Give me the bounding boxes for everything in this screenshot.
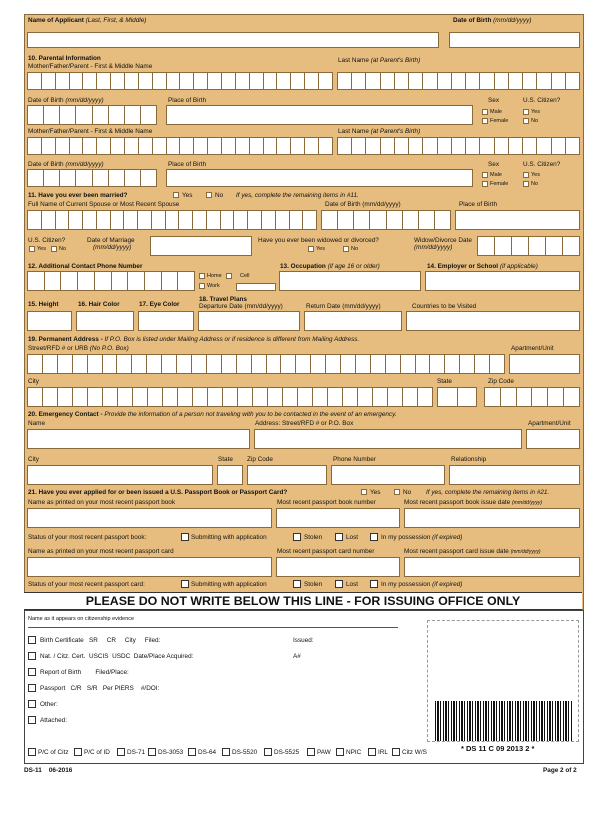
book-possession-checkbox[interactable] [370,533,378,541]
perm-zip-field[interactable] [484,387,580,407]
birth-cert-label: Birth Certificate SR CR City Filed: [40,637,161,644]
ds5525-label: DS-5525 [274,749,300,756]
parent1-citizen-no-checkbox[interactable] [523,118,529,124]
parent1-pob-field[interactable] [166,105,473,125]
spouse-dob-label: Date of Birth (mm/dd/yyyy) [325,201,401,208]
parent1-citizen-no-label: No [531,118,539,124]
countries-label: Countries to be Visited [412,303,477,310]
applicant-dob-field[interactable] [449,32,580,48]
perm-state-label: State [437,378,452,385]
book-possession-label: In my possession (if expired) [381,534,463,541]
em-address-field[interactable] [254,429,522,449]
widowed-no-label: No [351,246,359,252]
passport-no-checkbox[interactable] [394,489,400,495]
parent2-sex-label: Sex [488,161,500,168]
spouse-citizen-no-label: No [59,246,67,252]
ds71-label: DS-71 [127,749,146,756]
parent2-citizen-label: U.S. Citizen? [523,161,561,168]
dob-label: Date of Birth (mm/dd/yyyy) [453,17,532,24]
countries-field[interactable] [406,311,580,331]
perm-city-label: City [28,378,40,385]
em-apt-label: Apartment/Unit [528,420,571,427]
em-zip-label: Zip Code [247,456,273,463]
paw-checkbox[interactable] [307,748,315,756]
marriage-date-label: Date of Marriage (mm/dd/yyyy) [87,237,135,251]
widowed-label: Have you ever been widowed or divorced? [258,237,379,244]
book-date-field[interactable] [404,508,580,528]
parent2-female-checkbox[interactable] [482,181,488,187]
employer-label: 14. Employer or School (if applicable) [427,263,538,270]
evidence-name-line [28,627,398,628]
parent1-pob-label: Place of Birth [168,97,207,104]
parent1-female-label: Female [490,118,509,124]
citz-ws-label: Citz W/S [402,749,427,756]
attached-checkbox[interactable] [28,716,36,724]
parent1-male-label: Male [490,109,502,115]
eye-label: 17. Eye Color [139,301,180,308]
passport-note: If yes, complete the remaining items in #21. [426,489,550,496]
em-relationship-field[interactable] [449,465,580,485]
nat-cert-label: Nat. / Citz. Cert. USCIS USDC Date/Place Acquired: [40,653,194,660]
height-label: 15. Height [28,301,59,308]
street-label: Street/RFD # or URB (No P.O. Box) [28,345,129,352]
spouse-dob-field[interactable] [321,210,451,230]
spouse-name-label: Full Name of Current Spouse or Most Recent Spouse [28,201,180,208]
card-date-label: Most recent passport card issue date (mm/dd/yyyy) [404,548,541,555]
phone-home-label: Home [207,273,222,279]
parent1-male-checkbox[interactable] [482,109,488,115]
irl-label: IRL [378,749,388,756]
married-yes-label: Yes [182,192,193,199]
parent1-first-label: Mother/Father/Parent - First & Middle Name [28,63,153,70]
widowed-no-checkbox[interactable] [343,246,349,252]
passport-no-label: No [403,489,412,496]
book-lost-label: Lost [346,534,359,541]
spouse-name-field[interactable] [27,210,317,230]
nat-cert-checkbox[interactable] [28,652,36,660]
passport-evidence-label: Passport C/R S/R Per PIERS #/DOI: [40,685,160,692]
card-possession-label: In my possession (if expired) [381,581,463,588]
parent2-last-label: Last Name (at Parent's Birth) [338,128,421,135]
card-status-label: Status of your most recent passport card: [28,581,145,588]
spouse-citizen-yes-checkbox[interactable] [29,246,35,252]
parent1-citizen-yes-label: Yes [531,109,540,115]
a-number-label: A# [293,653,301,660]
parent2-pob-field[interactable] [166,169,473,187]
card-lost-label: Lost [346,581,359,588]
parent2-male-label: Male [490,172,502,178]
ds3053-checkbox[interactable] [148,748,156,756]
widowed-yes-checkbox[interactable] [308,246,314,252]
paw-label: PAW [317,749,331,756]
irl-checkbox[interactable] [368,748,376,756]
book-lost-checkbox[interactable] [335,533,343,541]
report-birth-checkbox[interactable] [28,668,36,676]
book-number-field[interactable] [276,508,400,528]
npic-label: NPIC [346,749,362,756]
married-yes-checkbox[interactable] [173,192,179,198]
employer-field[interactable] [425,271,580,291]
spouse-citizen-no-checkbox[interactable] [51,246,57,252]
passport-title: 21. Have you ever applied for or been issued a U.S. Passport Book or Passport Card? [28,489,288,496]
book-stolen-label: Stolen [304,534,323,541]
em-zip-field[interactable] [247,465,327,485]
em-name-field[interactable] [27,429,250,449]
card-name-field[interactable] [27,557,272,577]
ds3053-label: DS-3053 [158,749,184,756]
parent2-first-label: Mother/Father/Parent - First & Middle Name [28,128,153,135]
spouse-citizen-label: U.S. Citizen? [28,237,66,244]
office-only-banner: PLEASE DO NOT WRITE BELOW THIS LINE - FOR ISSUING OFFICE ONLY [24,592,582,610]
parent2-dob-label: Date of Birth (mm/dd/yyyy) [28,161,104,168]
em-city-field[interactable] [27,465,213,485]
phone-cell-label: Cell [240,273,250,279]
phone-home-checkbox[interactable] [199,273,205,279]
parent2-first-field[interactable] [27,137,333,155]
hair-field[interactable] [76,311,134,331]
ds64-checkbox[interactable] [188,748,196,756]
book-stolen-checkbox[interactable] [293,533,301,541]
parent2-citizen-no-label: No [531,181,539,187]
em-relationship-label: Relationship [451,456,487,463]
passport-yes-checkbox[interactable] [361,489,367,495]
parent2-citizen-no-checkbox[interactable] [523,181,529,187]
book-submitting-checkbox[interactable] [181,533,189,541]
emergency-title: 20. Emergency Contact - Provide the information of a person not traveling with you to be contacted in the event of an emergency. [28,411,397,418]
eye-field[interactable] [138,311,194,331]
marriage-note: If yes, complete the remaining items in #11. [236,192,359,199]
perm-city-field[interactable] [27,387,433,407]
widow-date-field[interactable] [477,236,580,256]
passport-evidence-checkbox[interactable] [28,684,36,692]
attached-label: Attached: [40,717,68,724]
marriage-title: 11. Have you ever been married? [28,192,128,199]
birth-cert-checkbox[interactable] [28,636,36,644]
ds5520-label: DS-5520 [232,749,258,756]
spouse-pob-label: Place of Birth [459,201,498,208]
parent2-citizen-yes-checkbox[interactable] [523,172,529,178]
em-address-label: Address: Street/RFD # or P.O. Box [255,420,354,427]
ds64-label: DS-64 [198,749,217,756]
ds71-checkbox[interactable] [117,748,125,756]
phone-work-ext[interactable] [236,283,276,291]
parent2-female-label: Female [490,181,509,187]
parent1-first-field[interactable] [27,72,333,90]
form-number: DS-11 06-2016 [24,767,73,774]
book-name-field[interactable] [27,508,272,528]
em-phone-field[interactable] [331,465,445,485]
pc-citz-checkbox[interactable] [28,748,36,756]
card-submitting-checkbox[interactable] [181,580,189,588]
card-number-field[interactable] [276,557,400,577]
ds5525-checkbox[interactable] [264,748,272,756]
return-label: Return Date (mm/dd/yyyy) [306,303,381,310]
marriage-date-field[interactable] [150,236,252,256]
parent1-female-checkbox[interactable] [482,118,488,124]
perm-apt-field[interactable] [509,354,580,374]
hair-label: 16. Hair Color [78,301,120,308]
card-lost-checkbox[interactable] [335,580,343,588]
departure-field[interactable] [198,311,300,331]
phone-field[interactable] [27,271,195,291]
applicant-label: Name of Applicant (Last, First, & Middle) [28,17,147,24]
parent1-sex-label: Sex [488,97,500,104]
evidence-name-label: Name as it appears on citizenship evidence [28,616,135,622]
npic-checkbox[interactable] [336,748,344,756]
parent2-dob-field[interactable] [27,169,157,187]
em-apt-field[interactable] [526,429,580,449]
perm-apt-label: Apartment/Unit [511,345,554,352]
perm-state-field[interactable] [437,387,477,407]
passport-yes-label: Yes [370,489,381,496]
pc-id-label: P/C of ID [84,749,110,756]
book-date-label: Most recent passport book issue date (mm/dd/yyyy) [404,499,542,506]
card-possession-checkbox[interactable] [370,580,378,588]
card-stolen-checkbox[interactable] [293,580,301,588]
spouse-pob-field[interactable] [455,210,580,230]
parent1-last-label: Last Name (at Parent's Birth) [338,57,421,64]
widowed-yes-label: Yes [316,246,325,252]
pc-id-checkbox[interactable] [74,748,82,756]
other-checkbox[interactable] [28,700,36,708]
parent2-pob-label: Place of Birth [168,161,207,168]
card-submitting-label: Submitting with application [191,581,267,588]
barcode-text: * DS 11 C 09 2013 2 * [461,744,535,753]
card-number-label: Most recent passport card number [277,548,375,555]
parent2-citizen-yes-label: Yes [531,172,540,178]
spouse-citizen-yes-label: Yes [37,246,46,252]
book-number-label: Most recent passport book number [277,499,376,506]
return-field[interactable] [304,311,402,331]
height-field[interactable] [27,311,72,331]
report-birth-label: Report of Birth Filed/Place: [40,669,129,676]
citz-ws-checkbox[interactable] [392,748,400,756]
em-city-label: City [28,456,40,463]
phone-work-label: Work [207,283,220,289]
em-state-label: State [218,456,233,463]
other-label: Other: [40,701,58,708]
perm-street-field[interactable] [27,354,505,374]
phone-label: 12. Additional Contact Phone Number [28,263,143,270]
travel-label: 18. Travel Plans [199,296,247,303]
married-no-checkbox[interactable] [206,192,212,198]
book-submitting-label: Submitting with application [191,534,267,541]
parent1-dob-field[interactable] [27,105,157,125]
parent1-citizen-yes-checkbox[interactable] [523,109,529,115]
parent1-last-field[interactable] [337,72,580,90]
card-date-field[interactable] [404,557,580,577]
phone-cell-checkbox[interactable] [226,273,232,279]
ds5520-checkbox[interactable] [222,748,230,756]
pc-citz-label: P/C of Citz [38,749,69,756]
card-stolen-label: Stolen [304,581,323,588]
occupation-label: 13. Occupation (if age 16 or older) [280,263,380,270]
perm-zip-label: Zip Code [488,378,514,385]
applicant-name-field[interactable] [27,32,439,48]
widow-date-label: Widow/Divorce Date (mm/dd/yyyy) [414,237,472,251]
em-name-label: Name [28,420,46,427]
page-number: Page 2 of 2 [543,767,577,774]
parent1-dob-label: Date of Birth (mm/dd/yyyy) [28,97,104,104]
parental-title: 10. Parental Information [28,55,101,62]
departure-label: Departure Date (mm/dd/yyyy) [199,303,283,310]
em-phone-label: Phone Number [333,456,376,463]
parent2-last-field[interactable] [337,137,580,155]
parent2-male-checkbox[interactable] [482,172,488,178]
occupation-field[interactable] [279,271,421,291]
issued-label: Issued: [293,637,314,644]
parent1-citizen-label: U.S. Citizen? [523,97,561,104]
barcode [435,701,572,741]
em-state-field[interactable] [217,465,243,485]
phone-work-checkbox[interactable] [199,283,205,289]
married-no-label: No [215,192,224,199]
book-name-label: Name as printed on your most recent passport book [28,499,176,506]
permanent-title: 19. Permanent Address - If P.O. Box is listed under Mailing Address or if residence is different from Mailing Address. [28,336,360,343]
book-status-label: Status of your most recent passport book: [28,534,147,541]
card-name-label: Name as printed on your most recent passport card [28,548,174,555]
